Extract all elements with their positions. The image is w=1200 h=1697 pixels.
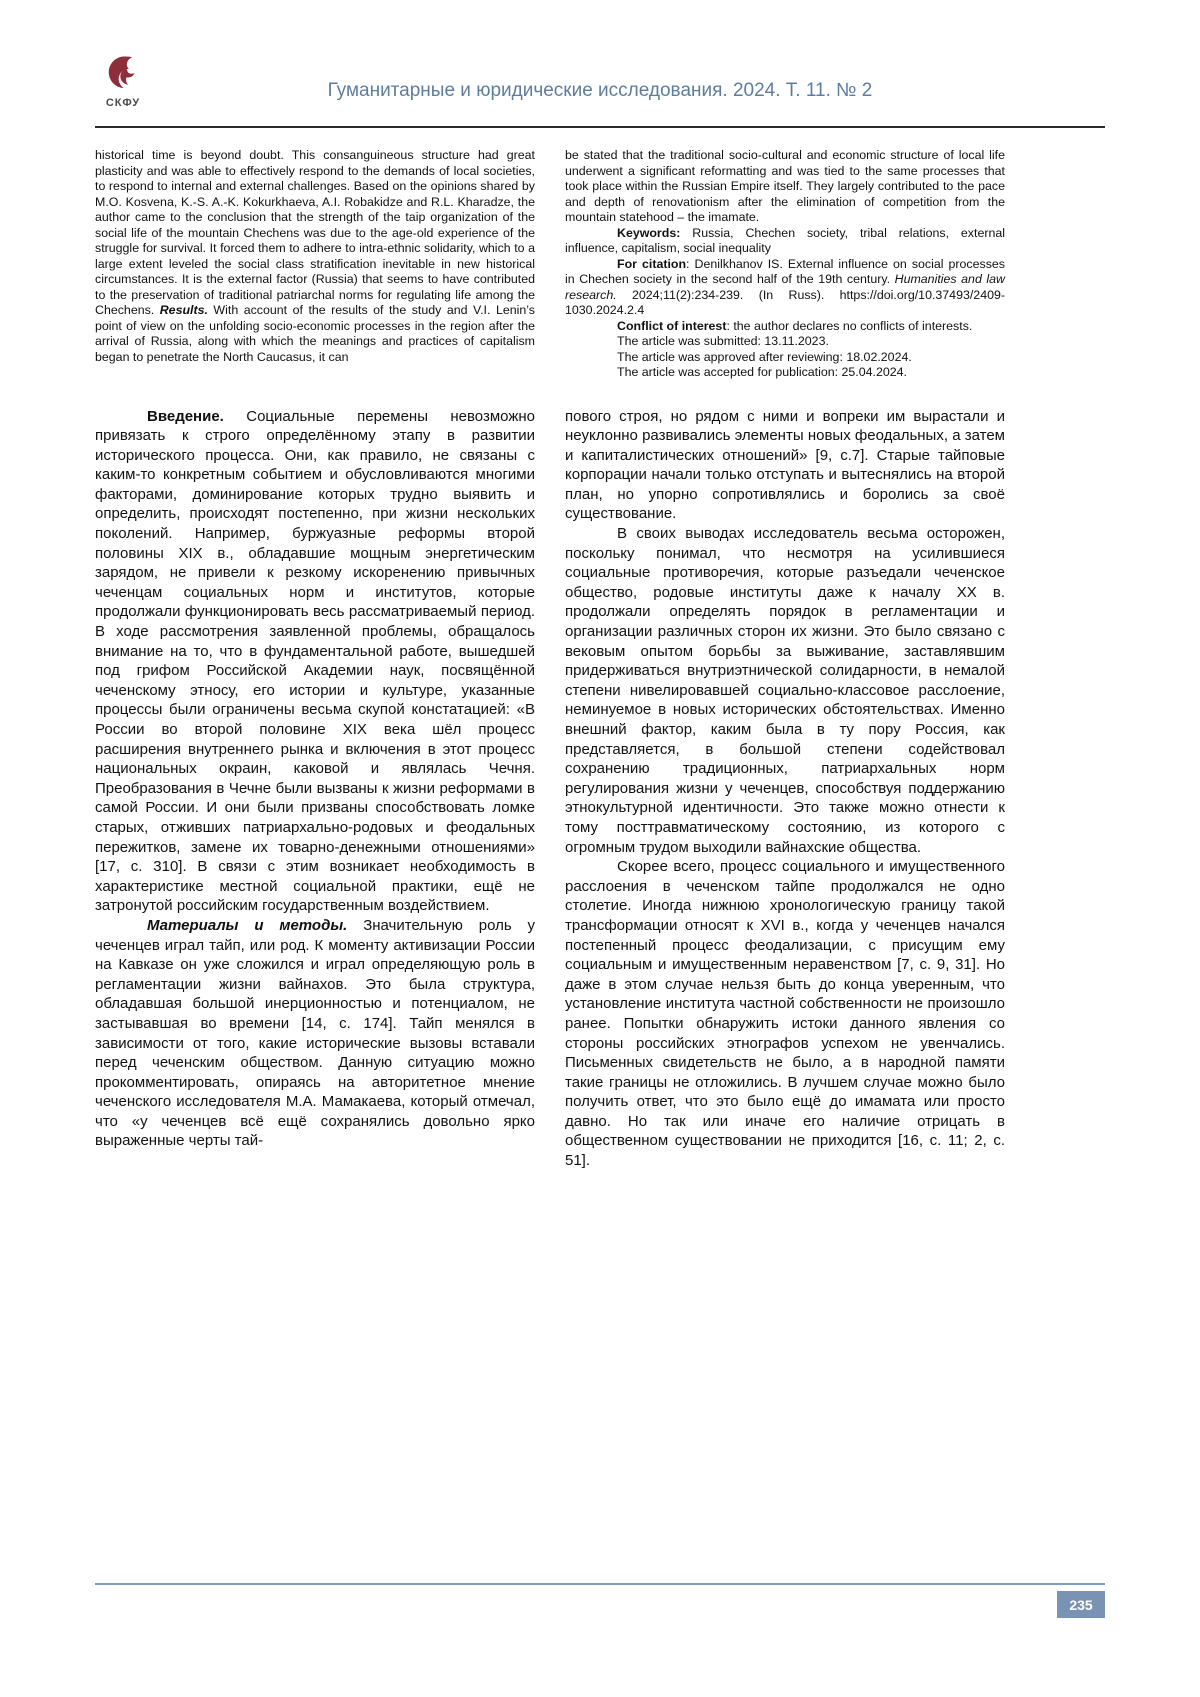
results-label: Results. — [159, 303, 208, 317]
abstract-after-results: With account of the results of the study and V.I. Lenin’s point of view on the unfolding socio-economic processes in the region after the arrival of Russia, along with which the meanings and practices of capitalism began to penetrate the North Caucasus, it can — [95, 303, 535, 364]
body-paragraph-conclusions: В своих выводах исследователь весьма осторожен, поскольку понимал, что несмотря на усилившиеся социальные противоречия, которые разъедали чеченское общество, родовые институты даже к началу XX в. продолжали определять порядок в регламентации и организации различных сторон их жизни. Это было связано с вековым опытом борьбы за выживание, заставлявшим придерживаться внутриэтнической солидарности, в немалой степени нивелировавшей социально-классовое расслоение, неминуемое в новых исторических обстоятельствах. Именно внешний фактор, каким была в ту пору Россия, как представляется, в большой степени содействовал сохранению традиционных, патриархальных норм регулирования жизни у чеченцев, способствуя поддержанию этнокультурной идентичности. Это также можно отнести к тому посттравматическому состоянию, из которого с огромным трудом выходили вайнахские общества. — [565, 525, 1005, 856]
conflict-label: Conflict of interest — [617, 318, 727, 333]
abstract-text-right: be stated that the traditional socio-cultural and economic structure of local life underwent a significant reformatting and was tied to the same processes that took place within the Russian Empire itself. They largely contributed to the pace and depth of renovationism after the elimination of competition from the mountain statehood – the imamate. — [565, 148, 1005, 224]
body-paragraph-stratification: Скорее всего, процесс социального и имущественного расслоения в чеченском тайпе продолжался не одно столетие. Иногда нижнюю хронологическую границу такой трансформации относят к XVI в., когда у чеченцев начался постепенный процесс феодализации, с присущим ему социальным и имущественным неравенством [7, с. 9, 31]. Но даже в этом случае нельзя быть до конца уверенным, что установление института частной собственности не произошло ранее. Попытки обнаружить истоки данного явления со стороны российских этнографов успехом не увенчались. Письменных свидетельств не было, а в народной памяти такие границы не отложились. В лучшем случае можно было получить ответ, что это было ещё до имамата или просто давно. Но так или иначе его наличие отрицать в общественном существовании не приходится [16, с. 11; 2, с. 51]. — [565, 858, 1005, 1170]
journal-name-italic: Humanities and law research. — [565, 272, 1005, 302]
materials-methods-paragraph — [95, 916, 535, 1151]
russian-text-left — [95, 407, 535, 1171]
citation-issue-pages: 2024;11(2):234-239. (In Russ). — [616, 287, 840, 302]
keywords-paragraph — [565, 226, 1005, 257]
conflict-paragraph — [565, 319, 1005, 335]
body-paragraph-continuation: пового строя, но рядом с ними и вопреки им вырастали и неуклонно развивались элементы новых феодальных, а затем и капиталистических отношений» [9, с.7]. Старые тайповые корпорации начали только отступать и вытеснялись на второй план, но упорно сопротивлялись и боролись за своё существование. — [565, 407, 1005, 523]
introduction-text: Социальные перемены невозможно привязать к строго определённому этапу в развитии исторического процесса. Они, как правило, не связаны с каким-то конкретным событием и обусловливаются многими факторами, доминирование которых трудно выявить и определить, происходят постепенно, при жизни нескольких поколений. Например, буржуазные реформы второй половины XIX в., обладавшие мощным энергетическим зарядом, не привели к резкому искоренению привычных чеченцам социальных норм и институтов, которые продолжали функционировать весь рассматриваемый период. В ходе рассмотрения заявленной проблемы, обращалось внимание на то, что в фундаментальной работе, вышедшей под грифом Российской Академии наук, посвящённой чеченскому этносу, его истории и культуре, указанные процессы были ограничены весьма скупой констатацией: «В России во второй половине XIX века шёл процесс расширения внутреннего рынка и включения в этот процесс национальных окраин, каковой и являлась Чечня. Преобразования в Чечне были вызваны к жизни реформами в самой России. И они были призваны способствовать ломке старых, отживших патриархально-родовых и феодальных пережитков, замене их товарно-денежными отношениями» [17, с. 310]. В связи с этим возникает необходимость в характеристике местной социальной практики, ещё не затронутой российским государственным воздействием. — [95, 407, 535, 915]
footer-rule — [95, 1583, 1105, 1585]
date-accepted: The article was accepted for publication: 25.04.2024. — [617, 365, 907, 379]
abstract-text-left — [95, 148, 535, 365]
materials-methods-text: Значительную роль у чеченцев играл тайп, или род. К моменту активизации России на Кавказе он уже сложился и играл определяющую роль в регламентации жизни вайнахов. Это была структура, обладавшая большой инерционностью и потенциалом, не застывавшая во времени [14, с. 174]. Тайп менялся в зависимости от того, какие исторические вызовы вставали перед чеченским обществом. Данную ситуацию можно прокомментировать, опираясь на авторитетное мнение чеченского исследователя М.А. Мамакаева, который отмечал, что «у чеченцев всё ещё сохранялись довольно ярко выраженные черты тай- — [95, 916, 536, 1150]
english-abstract-right — [565, 148, 1005, 381]
keywords-list: Russia, Chechen society, tribal relations, external influence, capitalism, social inequality — [565, 225, 1005, 255]
introduction-heading: Введение. — [147, 407, 224, 425]
header-rule — [95, 126, 1105, 128]
page-number-badge: 235 — [1057, 1591, 1105, 1618]
english-abstract-left — [95, 148, 535, 381]
date-submitted: The article was submitted: 13.11.2023. — [617, 334, 829, 348]
abstract-before-results: historical time is beyond doubt. This consanguineous structure had great plasticity and was able to effectively respond to the demands of local societies, to respond to internal and external challenges. Based on the opinions shared by M.O. Kosvena, K.-S. A.-K. Kokurkhaeva, A.I. Robakidze and R.L. Kharadze, the author came to the conclusion that the strength of the taip organization of the social life of the mountain Chechens was due to the age-old experience of the struggle for survival. It forced them to adhere to intra-ethnic solidarity, which to a large extent leveled the social class stratification inevitable in new historical circumstances. It is the external factor (Russia) that seems to have contributed to the preservation of traditional patriarchal norms for regulating life among the Chechens. — [95, 148, 535, 317]
article-body — [95, 148, 1005, 1171]
citation-text: : Denilkhanov IS. External influence on social processes in Chechen society in the second half of the 19th century. — [565, 256, 1005, 286]
russian-text-right — [565, 407, 1005, 1171]
logo-text: СКФУ — [105, 97, 141, 109]
conflict-text: : the author declares no conflicts of interests. — [726, 318, 973, 333]
date-approved: The article was approved after reviewing: 18.02.2024. — [617, 349, 912, 364]
journal-title: Гуманитарные и юридические исследования. 2024. Т. 11. № 2 — [327, 80, 873, 101]
doi-link[interactable]: https://doi.org/10.37493/2409-1030.2024.2.4 — [565, 287, 1005, 317]
keywords-label: Keywords: — [617, 225, 681, 240]
materials-methods-heading: Материалы и методы. — [147, 916, 348, 934]
page-header — [95, 52, 1105, 124]
introduction-paragraph — [95, 407, 535, 916]
citation-paragraph — [565, 257, 1005, 319]
citation-label: For citation — [617, 256, 687, 271]
